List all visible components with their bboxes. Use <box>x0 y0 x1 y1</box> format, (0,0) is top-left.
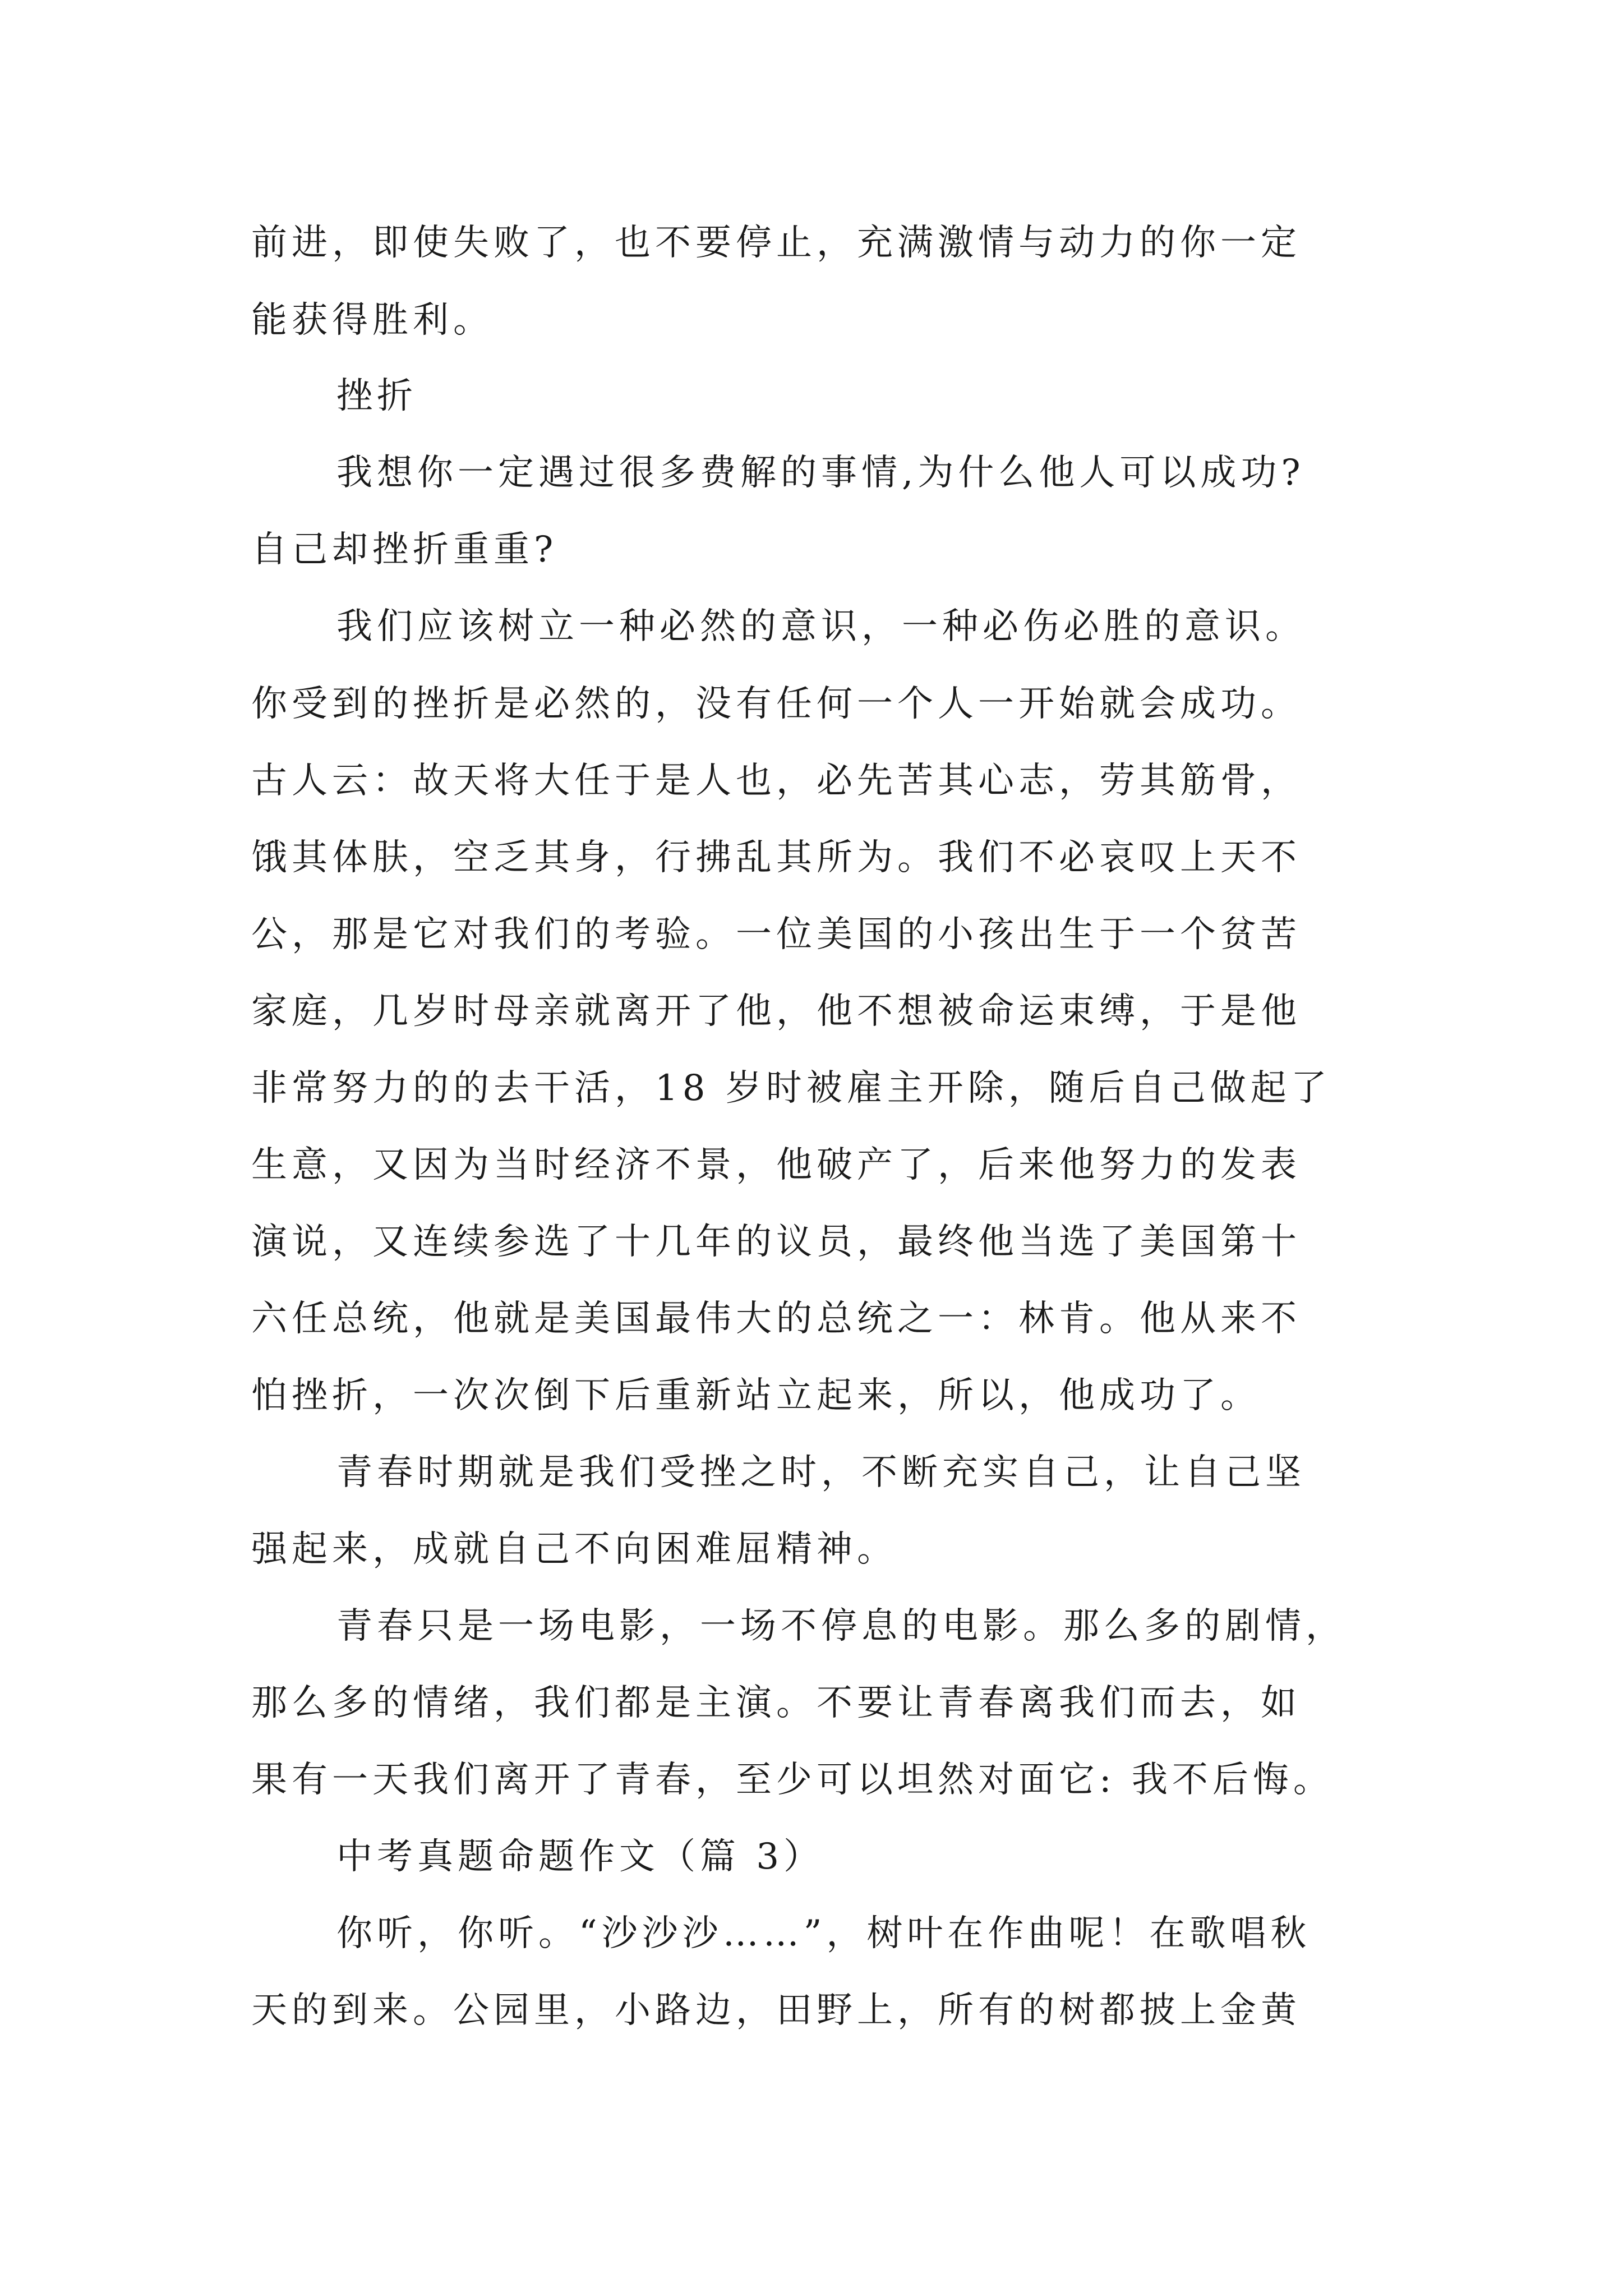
text-line: 那么多的情绪，我们都是主演。不要让青春离我们而去，如 <box>251 1682 1301 1724</box>
text-line: 演说，又连续参选了十几年的议员，最终他当选了美国第十 <box>251 1221 1301 1263</box>
text-line: 青春时期就是我们受挫之时，不断充实自己，让自己坚 <box>336 1452 1306 1493</box>
text-line: 自己却挫折重重? <box>251 529 558 570</box>
text-line: 前进，即使失败了，也不要停止，充满激情与动力的你一定 <box>251 222 1301 264</box>
text-line: 非常努力的的去干活，18 岁时被雇主开除，随后自己做起了 <box>251 1068 1331 1109</box>
text-line: 公，那是它对我们的考验。一位美国的小孩出生于一个贫苦 <box>251 914 1301 955</box>
text-line: 饿其体肤，空乏其身，行拂乱其所为。我们不必哀叹上天不 <box>251 837 1301 878</box>
text-line: 果有一天我们离开了青春，至少可以坦然对面它: 我不后悔。 <box>251 1759 1334 1801</box>
text-line: 强起来，成就自己不向困难屈精神。 <box>251 1529 897 1570</box>
text-line: 青春只是一场电影，一场不停息的电影。那么多的剧情， <box>336 1605 1346 1647</box>
section-heading: 挫折 <box>336 375 417 417</box>
text-line: 你听，你听。“沙沙沙……”，树叶在作曲呢！在歌唱秋 <box>336 1913 1311 1954</box>
text-line: 六任总统，他就是美国最伟大的总统之一：林肯。他从来不 <box>251 1298 1301 1340</box>
text-line: 能获得胜利。 <box>251 300 494 341</box>
text-line: 你受到的挫折是必然的，没有任何一个人一开始就会成功。 <box>251 683 1301 725</box>
text-line: 我想你一定遇过很多费解的事情,为什么他人可以成功? <box>336 452 1305 494</box>
section-heading: 中考真题命题作文（篇 3） <box>336 1836 824 1878</box>
text-line: 怕挫折，一次次倒下后重新站立起来，所以，他成功了。 <box>251 1375 1261 1416</box>
text-line: 生意，又因为当时经济不景，他破产了，后来他努力的发表 <box>251 1144 1301 1186</box>
text-line: 古人云：故天将大任于是人也，必先苦其心志，劳其筋骨， <box>251 760 1301 802</box>
text-line: 我们应该树立一种必然的意识，一种必伤必胜的意识。 <box>336 606 1306 647</box>
text-line: 家庭，几岁时母亲就离开了他，他不想被命运束缚，于是他 <box>251 991 1301 1032</box>
text-line: 天的到来。公园里，小路边，田野上，所有的树都披上金黄 <box>251 1990 1301 2031</box>
